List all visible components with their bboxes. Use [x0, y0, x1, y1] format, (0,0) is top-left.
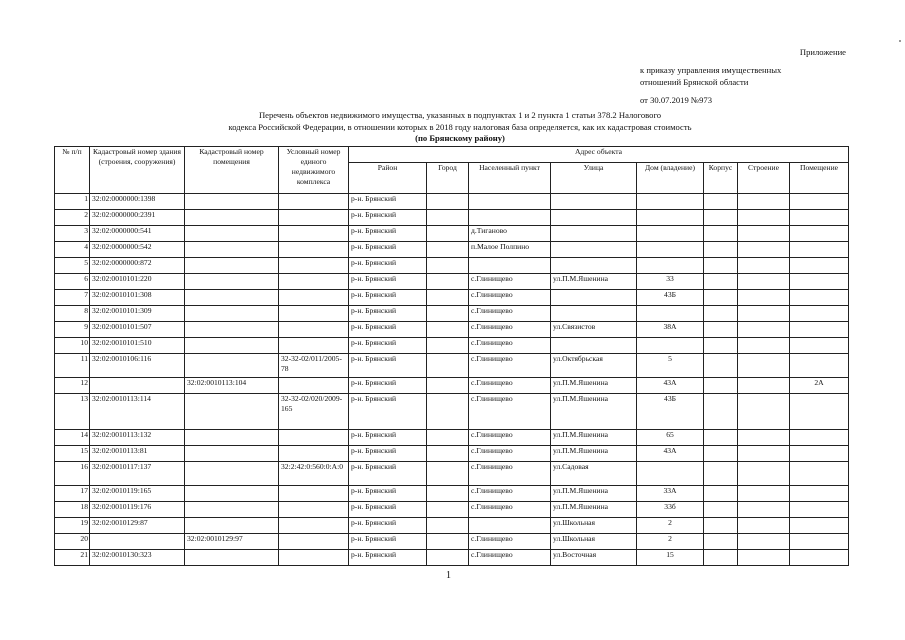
city-cell — [427, 354, 469, 378]
korpus-cell — [704, 550, 738, 566]
row-number: 21 — [55, 550, 90, 566]
table-row — [55, 274, 849, 290]
district-cell: р-н. Брянский — [349, 354, 427, 378]
city-cell — [427, 226, 469, 242]
row-number: 8 — [55, 306, 90, 322]
conditional-number-cell — [279, 242, 349, 258]
conditional-number-cell: 32-32-02/011/2005-78 — [279, 354, 349, 378]
building-cell — [738, 534, 790, 550]
room-cell — [790, 338, 849, 354]
cadastral-building-cell: 32:02:0010129:87 — [90, 518, 185, 534]
locality-cell — [469, 210, 551, 226]
table-row — [55, 306, 849, 322]
district-cell: р-н. Брянский — [349, 258, 427, 274]
district-cell: р-н. Брянский — [349, 226, 427, 242]
table-row — [55, 518, 849, 534]
street-cell — [551, 290, 637, 306]
korpus-cell — [704, 194, 738, 210]
locality-cell: с.Глинищево — [469, 338, 551, 354]
cadastral-building-cell: 32:02:0000000:872 — [90, 258, 185, 274]
district-cell: р-н. Брянский — [349, 378, 427, 394]
house-cell — [637, 258, 704, 274]
street-cell: ул.П.М.Яшенина — [551, 486, 637, 502]
cadastral-room-cell — [185, 502, 279, 518]
building-cell — [738, 338, 790, 354]
building-cell — [738, 518, 790, 534]
row-number: 11 — [55, 354, 90, 378]
house-cell: 33б — [637, 502, 704, 518]
building-cell — [738, 274, 790, 290]
city-cell — [427, 446, 469, 462]
header-cad-building: Кадастровый номер здания (строения, сооружения) — [90, 147, 185, 194]
row-number: 2 — [55, 210, 90, 226]
cadastral-room-cell — [185, 274, 279, 290]
district-cell: р-н. Брянский — [349, 534, 427, 550]
house-cell — [637, 242, 704, 258]
building-cell — [738, 226, 790, 242]
table-body — [55, 194, 849, 566]
district-cell: р-н. Брянский — [349, 306, 427, 322]
locality-cell: с.Глинищево — [469, 274, 551, 290]
cadastral-room-cell — [185, 338, 279, 354]
city-cell — [427, 486, 469, 502]
city-cell — [427, 394, 469, 430]
city-cell — [427, 518, 469, 534]
header-num: № п/п — [55, 147, 90, 194]
room-cell — [790, 354, 849, 378]
district-cell: р-н. Брянский — [349, 242, 427, 258]
appendix-order-line: к приказу управления имущественных — [640, 64, 782, 75]
conditional-number-cell: 32:2:42:0:560:0:А:0 — [279, 462, 349, 486]
conditional-number-cell — [279, 378, 349, 394]
locality-cell: д.Тиганово — [469, 226, 551, 242]
cadastral-building-cell: 32:02:0010101:308 — [90, 290, 185, 306]
city-cell — [427, 534, 469, 550]
table-row — [55, 446, 849, 462]
room-cell — [790, 518, 849, 534]
table-row — [55, 394, 849, 430]
header-city: Город — [427, 163, 469, 194]
street-cell: ул.П.М.Яшенина — [551, 430, 637, 446]
street-cell: ул.П.М.Яшенина — [551, 502, 637, 518]
city-cell — [427, 242, 469, 258]
header-district: Район — [349, 163, 427, 194]
house-cell: 2 — [637, 534, 704, 550]
house-cell: 43Б — [637, 290, 704, 306]
building-cell — [738, 486, 790, 502]
row-number: 19 — [55, 518, 90, 534]
korpus-cell — [704, 306, 738, 322]
header-house: Дом (владение) — [637, 163, 704, 194]
cadastral-room-cell — [185, 242, 279, 258]
cadastral-building-cell — [90, 378, 185, 394]
table-row — [55, 194, 849, 210]
korpus-cell — [704, 502, 738, 518]
city-cell — [427, 502, 469, 518]
cadastral-building-cell: 32:02:0010119:165 — [90, 486, 185, 502]
table-row — [55, 322, 849, 338]
appendix-block — [640, 46, 850, 106]
conditional-number-cell — [279, 274, 349, 290]
conditional-number-cell — [279, 306, 349, 322]
header-cond-num: Условный номер единого недвижимого комплекса — [279, 147, 349, 194]
building-cell — [738, 194, 790, 210]
table-row — [55, 226, 849, 242]
room-cell — [790, 430, 849, 446]
cadastral-room-cell: 32:02:0010129:97 — [185, 534, 279, 550]
conditional-number-cell — [279, 194, 349, 210]
locality-cell: с.Глинищево — [469, 354, 551, 378]
cadastral-building-cell: 32:02:0010101:309 — [90, 306, 185, 322]
room-cell — [790, 194, 849, 210]
cadastral-room-cell: 32:02:0010113:104 — [185, 378, 279, 394]
cadastral-building-cell: 32:02:0010101:510 — [90, 338, 185, 354]
table-row — [55, 338, 849, 354]
cadastral-room-cell — [185, 210, 279, 226]
korpus-cell — [704, 394, 738, 430]
locality-cell: с.Глинищево — [469, 486, 551, 502]
row-number: 17 — [55, 486, 90, 502]
cadastral-room-cell — [185, 194, 279, 210]
conditional-number-cell — [279, 210, 349, 226]
korpus-cell — [704, 518, 738, 534]
building-cell — [738, 242, 790, 258]
street-cell: ул.П.М.Яшенина — [551, 394, 637, 430]
row-number: 18 — [55, 502, 90, 518]
cadastral-building-cell: 32:02:0010119:176 — [90, 502, 185, 518]
cadastral-building-cell: 32:02:0010117:137 — [90, 462, 185, 486]
row-number: 4 — [55, 242, 90, 258]
house-cell — [637, 194, 704, 210]
city-cell — [427, 338, 469, 354]
house-cell — [637, 462, 704, 486]
conditional-number-cell — [279, 446, 349, 462]
conditional-number-cell — [279, 338, 349, 354]
locality-cell: с.Глинищево — [469, 534, 551, 550]
building-cell — [738, 550, 790, 566]
city-cell — [427, 306, 469, 322]
appendix-title: Приложение — [799, 47, 846, 57]
street-cell — [551, 258, 637, 274]
table-row — [55, 242, 849, 258]
building-cell — [738, 322, 790, 338]
locality-cell — [469, 258, 551, 274]
city-cell — [427, 258, 469, 274]
city-cell — [427, 462, 469, 486]
table-row — [55, 378, 849, 394]
room-cell — [790, 446, 849, 462]
building-cell — [738, 446, 790, 462]
street-cell: ул.Школьная — [551, 534, 637, 550]
conditional-number-cell — [279, 534, 349, 550]
conditional-number-cell — [279, 550, 349, 566]
cadastral-room-cell — [185, 486, 279, 502]
room-cell — [790, 462, 849, 486]
building-cell — [738, 354, 790, 378]
cadastral-room-cell — [185, 550, 279, 566]
header-street: Улица — [551, 163, 637, 194]
street-cell: ул.П.М.Яшенина — [551, 378, 637, 394]
locality-cell: с.Глинищево — [469, 290, 551, 306]
district-cell: р-н. Брянский — [349, 486, 427, 502]
room-cell: 2А — [790, 378, 849, 394]
row-number: 13 — [55, 394, 90, 430]
street-cell — [551, 210, 637, 226]
cadastral-room-cell — [185, 322, 279, 338]
cadastral-building-cell: 32:02:0010130:323 — [90, 550, 185, 566]
room-cell — [790, 226, 849, 242]
district-cell: р-н. Брянский — [349, 274, 427, 290]
district-cell: р-н. Брянский — [349, 194, 427, 210]
locality-cell: с.Глинищево — [469, 378, 551, 394]
row-number: 15 — [55, 446, 90, 462]
city-cell — [427, 194, 469, 210]
building-cell — [738, 306, 790, 322]
korpus-cell — [704, 338, 738, 354]
room-cell — [790, 394, 849, 430]
property-table — [54, 146, 849, 566]
header-address: Адрес объекта — [349, 147, 849, 163]
conditional-number-cell — [279, 290, 349, 306]
house-cell: 65 — [637, 430, 704, 446]
locality-cell: с.Глинищево — [469, 550, 551, 566]
table-row — [55, 486, 849, 502]
korpus-cell — [704, 290, 738, 306]
title-line-2: кодекса Российской Федерации, в отношении которых в 2018 году налоговая база определяется, как их кадастровая стоимость — [228, 121, 692, 132]
korpus-cell — [704, 486, 738, 502]
locality-cell: с.Глинищево — [469, 502, 551, 518]
room-cell — [790, 534, 849, 550]
locality-cell: с.Глинищево — [469, 430, 551, 446]
row-number: 14 — [55, 430, 90, 446]
district-cell: р-н. Брянский — [349, 322, 427, 338]
building-cell — [738, 394, 790, 430]
street-cell — [551, 226, 637, 242]
cadastral-building-cell: 32:02:0010113:114 — [90, 394, 185, 430]
street-cell: ул.Октябрьская — [551, 354, 637, 378]
row-number: 20 — [55, 534, 90, 550]
appendix-date-number: от 30.07.2019 №973 — [640, 94, 712, 105]
city-cell — [427, 274, 469, 290]
street-cell: ул.П.М.Яшенина — [551, 274, 637, 290]
conditional-number-cell — [279, 322, 349, 338]
conditional-number-cell — [279, 258, 349, 274]
locality-cell: с.Глинищево — [469, 394, 551, 430]
cadastral-room-cell — [185, 394, 279, 430]
conditional-number-cell — [279, 486, 349, 502]
cadastral-room-cell — [185, 354, 279, 378]
cadastral-building-cell: 32:02:0000000:2391 — [90, 210, 185, 226]
street-cell: ул.Садовая — [551, 462, 637, 486]
cadastral-building-cell: 32:02:0000000:541 — [90, 226, 185, 242]
house-cell — [637, 226, 704, 242]
cadastral-building-cell: 32:02:0010106:116 — [90, 354, 185, 378]
street-cell: ул.Школьная — [551, 518, 637, 534]
district-cell: р-н. Брянский — [349, 430, 427, 446]
district-cell: р-н. Брянский — [349, 290, 427, 306]
house-cell: 15 — [637, 550, 704, 566]
row-number: 3 — [55, 226, 90, 242]
cadastral-building-cell: 32:02:0010101:220 — [90, 274, 185, 290]
cadastral-room-cell — [185, 462, 279, 486]
row-number: 16 — [55, 462, 90, 486]
district-cell: р-н. Брянский — [349, 394, 427, 430]
locality-cell: с.Глинищево — [469, 446, 551, 462]
row-number: 9 — [55, 322, 90, 338]
house-cell — [637, 338, 704, 354]
cadastral-building-cell: 32:02:0000000:1398 — [90, 194, 185, 210]
header-korpus: Корпус — [704, 163, 738, 194]
street-cell: ул.Связистов — [551, 322, 637, 338]
house-cell — [637, 306, 704, 322]
cadastral-building-cell — [90, 534, 185, 550]
table-row — [55, 290, 849, 306]
district-cell: р-н. Брянский — [349, 550, 427, 566]
row-number: 5 — [55, 258, 90, 274]
cadastral-room-cell — [185, 258, 279, 274]
building-cell — [738, 210, 790, 226]
korpus-cell — [704, 226, 738, 242]
table-row — [55, 534, 849, 550]
district-cell: р-н. Брянский — [349, 518, 427, 534]
korpus-cell — [704, 354, 738, 378]
locality-cell: с.Глинищево — [469, 306, 551, 322]
cadastral-room-cell — [185, 518, 279, 534]
cadastral-room-cell — [185, 306, 279, 322]
city-cell — [427, 210, 469, 226]
locality-cell: с.Глинищево — [469, 462, 551, 486]
korpus-cell — [704, 378, 738, 394]
building-cell — [738, 378, 790, 394]
row-number: 12 — [55, 378, 90, 394]
table-row — [55, 430, 849, 446]
cadastral-building-cell: 32:02:0010101:507 — [90, 322, 185, 338]
street-cell: ул.Восточная — [551, 550, 637, 566]
korpus-cell — [704, 462, 738, 486]
district-cell: р-н. Брянский — [349, 446, 427, 462]
title-subtitle: (по Брянскому району) — [415, 133, 505, 143]
korpus-cell — [704, 430, 738, 446]
building-cell — [738, 258, 790, 274]
korpus-cell — [704, 258, 738, 274]
house-cell: 43А — [637, 378, 704, 394]
cadastral-building-cell: 32:02:0000000:542 — [90, 242, 185, 258]
korpus-cell — [704, 242, 738, 258]
room-cell — [790, 290, 849, 306]
building-cell — [738, 502, 790, 518]
conditional-number-cell — [279, 226, 349, 242]
room-cell — [790, 274, 849, 290]
city-cell — [427, 322, 469, 338]
row-number: 6 — [55, 274, 90, 290]
locality-cell: с.Глинищево — [469, 322, 551, 338]
street-cell — [551, 194, 637, 210]
cadastral-room-cell — [185, 430, 279, 446]
header-cad-room: Кадастровый номер помещения — [185, 147, 279, 194]
conditional-number-cell — [279, 518, 349, 534]
row-number: 10 — [55, 338, 90, 354]
city-cell — [427, 290, 469, 306]
city-cell — [427, 430, 469, 446]
house-cell: 43Б — [637, 394, 704, 430]
house-cell — [637, 210, 704, 226]
street-cell: ул.П.М.Яшенина — [551, 446, 637, 462]
room-cell — [790, 258, 849, 274]
district-cell: р-н. Брянский — [349, 502, 427, 518]
room-cell — [790, 306, 849, 322]
street-cell — [551, 306, 637, 322]
district-cell: р-н. Брянский — [349, 462, 427, 486]
city-cell — [427, 550, 469, 566]
row-number: 7 — [55, 290, 90, 306]
korpus-cell — [704, 322, 738, 338]
room-cell — [790, 210, 849, 226]
house-cell: 33А — [637, 486, 704, 502]
table-row — [55, 502, 849, 518]
locality-cell: п.Малое Полпино — [469, 242, 551, 258]
house-cell: 2 — [637, 518, 704, 534]
house-cell: 33 — [637, 274, 704, 290]
building-cell — [738, 462, 790, 486]
locality-cell — [469, 518, 551, 534]
street-cell — [551, 242, 637, 258]
korpus-cell — [704, 274, 738, 290]
locality-cell — [469, 194, 551, 210]
header-locality: Населенный пункт — [469, 163, 551, 194]
table-row — [55, 550, 849, 566]
row-number: 1 — [55, 194, 90, 210]
korpus-cell — [704, 210, 738, 226]
room-cell — [790, 550, 849, 566]
document-title — [160, 110, 760, 145]
cadastral-building-cell: 32:02:0010113:81 — [90, 446, 185, 462]
room-cell — [790, 242, 849, 258]
conditional-number-cell: 32-32-02/020/2009-165 — [279, 394, 349, 430]
room-cell — [790, 502, 849, 518]
cadastral-room-cell — [185, 226, 279, 242]
header-room: Помещение — [790, 163, 849, 194]
room-cell — [790, 322, 849, 338]
house-cell: 43А — [637, 446, 704, 462]
conditional-number-cell — [279, 430, 349, 446]
appendix-authority-line: отношений Брянской области — [640, 77, 749, 87]
scan-artifact — [899, 40, 901, 42]
title-line-1: Перечень объектов недвижимого имущества, указанных в подпунктах 1 и 2 пункта 1 статьи 378.2 Налогового — [258, 110, 662, 120]
district-cell: р-н. Брянский — [349, 210, 427, 226]
korpus-cell — [704, 534, 738, 550]
cadastral-room-cell — [185, 290, 279, 306]
room-cell — [790, 486, 849, 502]
korpus-cell — [704, 446, 738, 462]
table-row — [55, 258, 849, 274]
table-row — [55, 462, 849, 486]
building-cell — [738, 430, 790, 446]
cadastral-room-cell — [185, 446, 279, 462]
street-cell — [551, 338, 637, 354]
house-cell: 5 — [637, 354, 704, 378]
page-number: 1 — [446, 570, 451, 581]
conditional-number-cell — [279, 502, 349, 518]
table-row — [55, 210, 849, 226]
city-cell — [427, 378, 469, 394]
building-cell — [738, 290, 790, 306]
cadastral-building-cell: 32:02:0010113:132 — [90, 430, 185, 446]
district-cell: р-н. Брянский — [349, 338, 427, 354]
header-building: Строение — [738, 163, 790, 194]
table-row — [55, 354, 849, 378]
house-cell: 38А — [637, 322, 704, 338]
